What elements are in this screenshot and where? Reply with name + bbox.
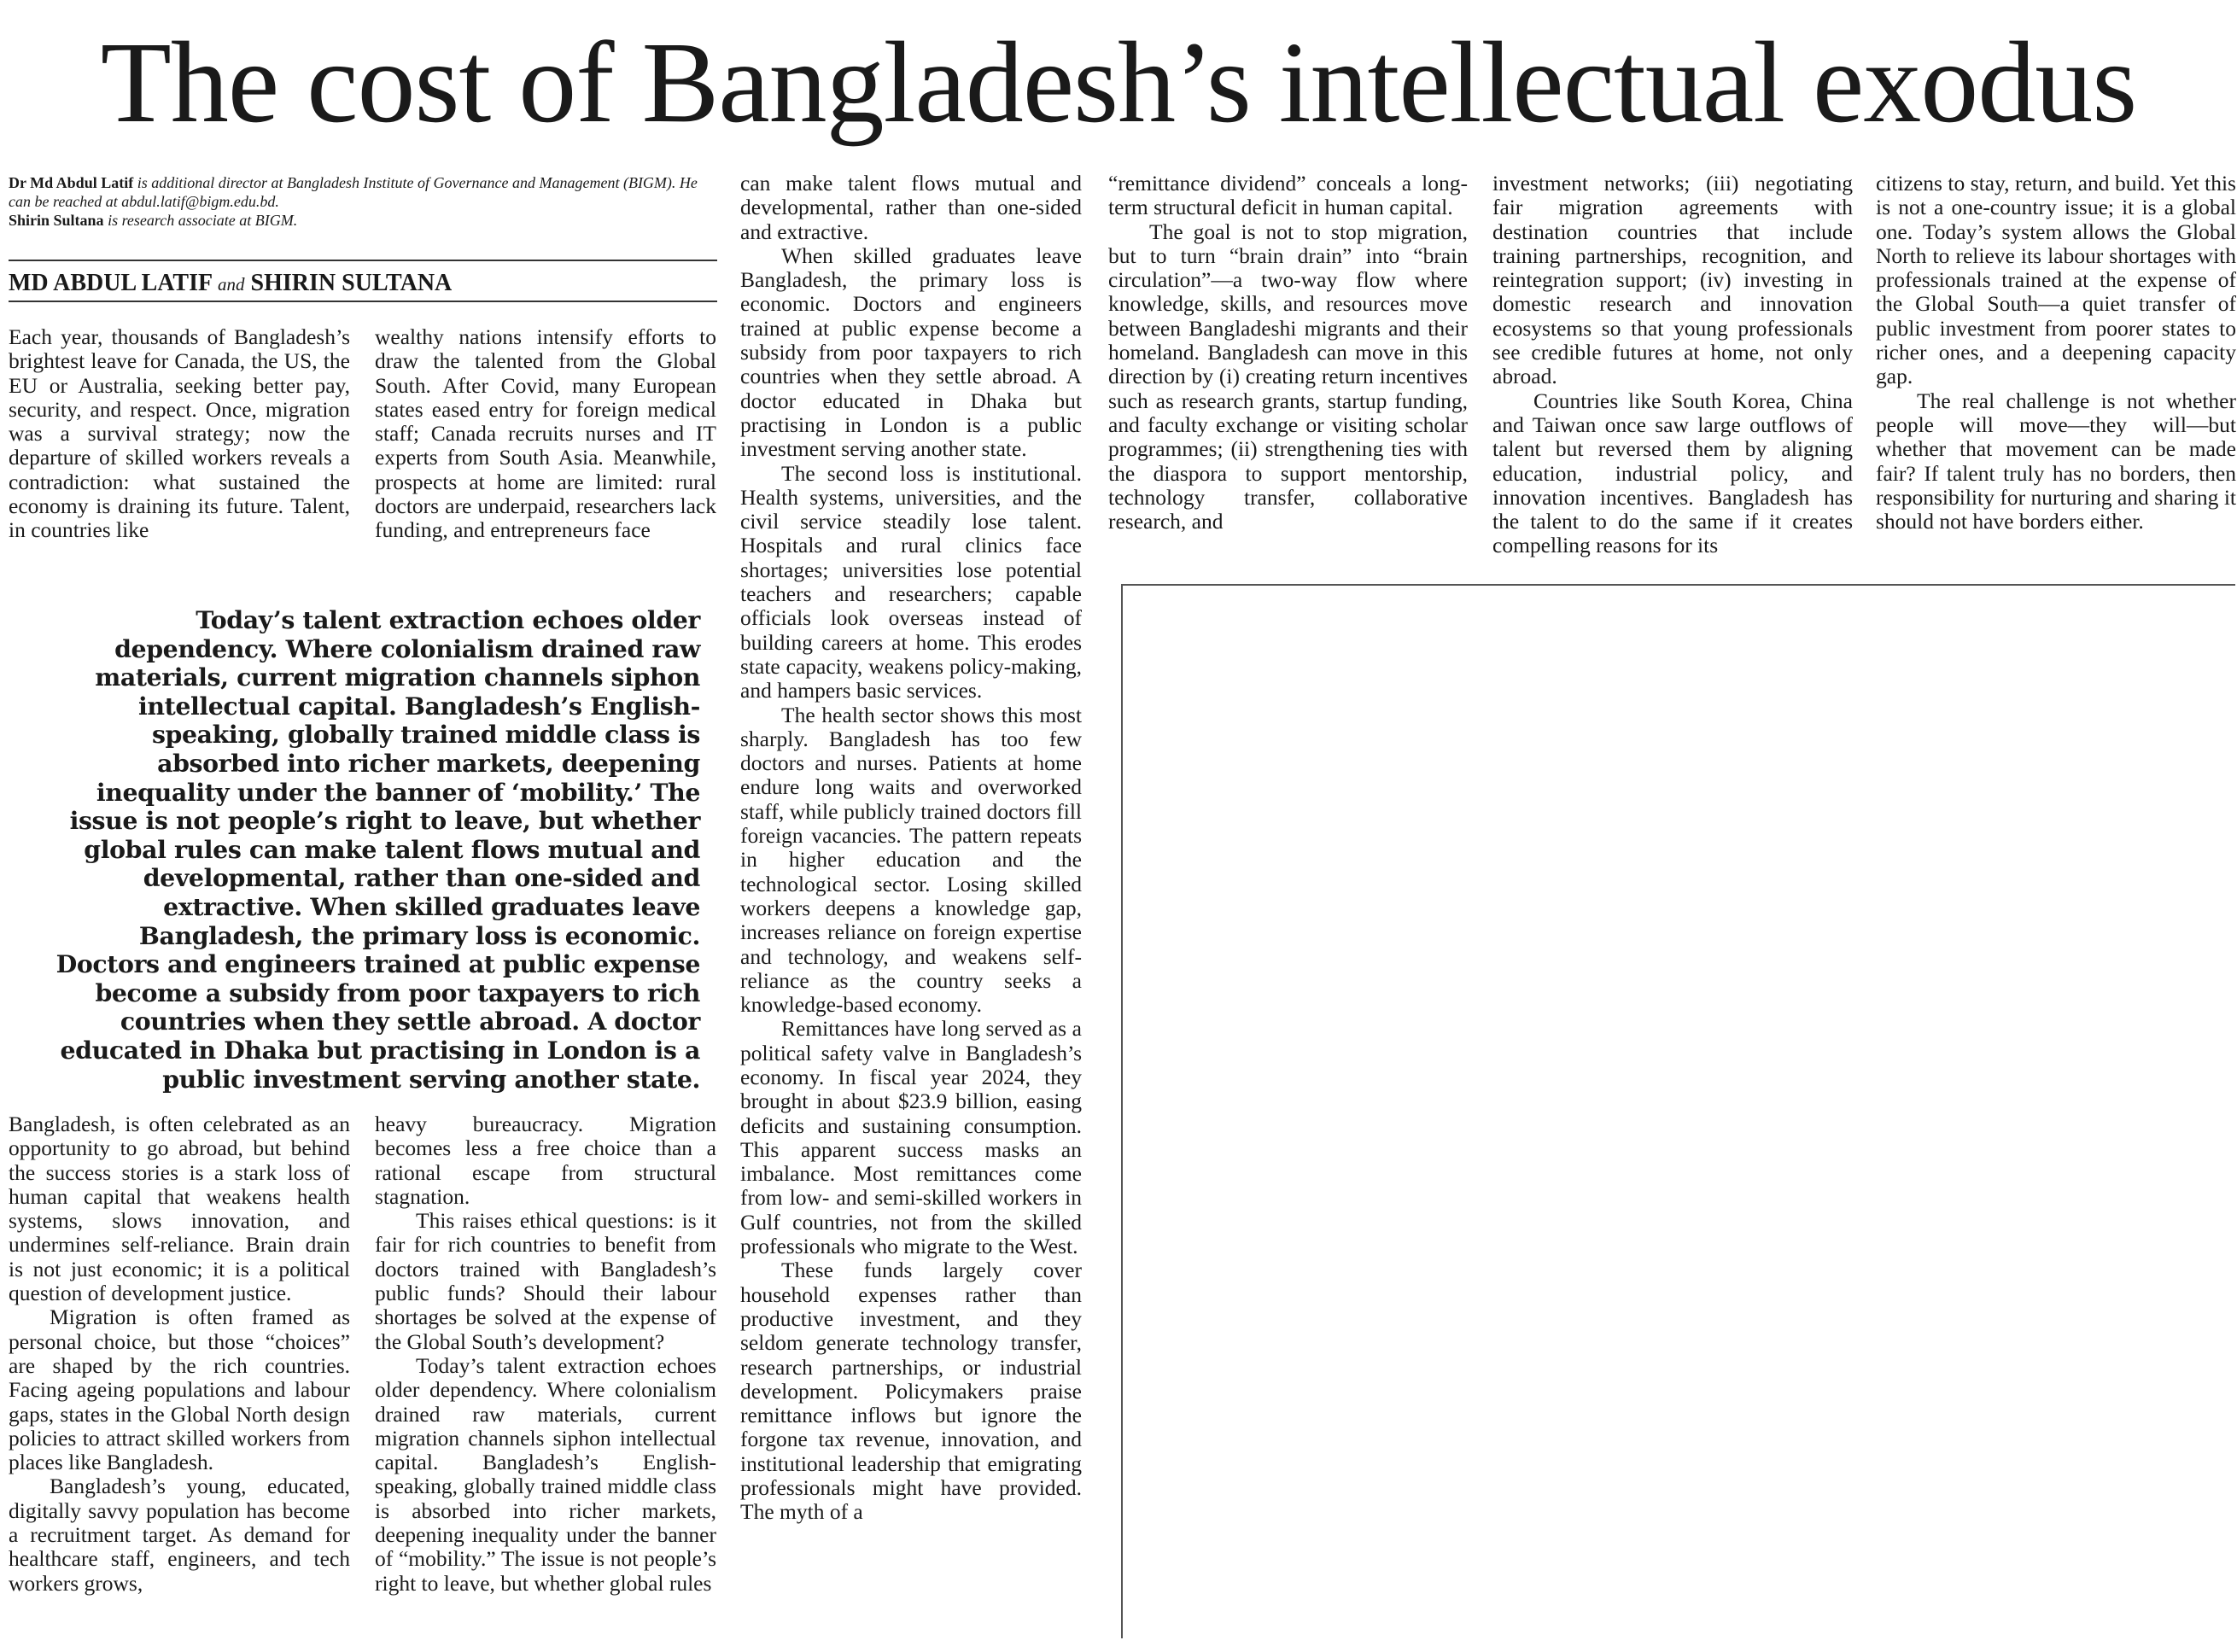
bio-author2-name: Shirin Sultana [9, 212, 104, 229]
paragraph: investment networks; (iii) negotiating fair migration agreements with destination countries that include training partnerships, recognition, and reintegration support; (iv) investing in domestic research and innovation ecosystems so that young professionals see credible futures at home, not only abroad. [1492, 171, 1853, 389]
bio-author2-text: is research associate at BIGM. [108, 212, 298, 229]
pull-quote: Today’s talent extraction echoes older dependency. Where colonialism drained raw materials, current migration channels siphon intellectual capital. Bangladesh’s English-speaking, globally trained middle class is absorbed into richer markets, deepening inequality under the banner of ‘mobility.’ The issue is not people’s right to leave, but whether global rules can make talent flows mutual and developmental, rather than one-sided and extractive. When skilled graduates leave Bangladesh, the primary loss is economic. Doctors and engineers trained at public expense become a subsidy from poor taxpayers to rich countries when they settle abroad. A doctor educated in Dhaka but practising in London is a public investment serving another state. [55, 605, 700, 1094]
paragraph: Each year, thousands of Bangladesh’s brightest leave for Canada, the US, the EU or Australia, seeking better pay, security, and respect. Once, migration was a survival strategy; now the departure of skilled workers reveals a contradiction: what sustained the economy is draining its future. Talent, in countries like [9, 324, 350, 543]
byline-author1: MD ABDUL LATIF [9, 270, 213, 296]
paragraph: wealthy nations intensify efforts to draw the talented from the Global South. After Covid, many European states eased entry for foreign medical staff; Canada recruits nurses and IT experts from South Asia. Meanwhile, prospects at home are limited: rural doctors are underpaid, researchers lack funding, and entrepreneurs face [375, 324, 716, 543]
author-bio-line-2 [9, 211, 717, 230]
paragraph: This raises ethical questions: is it fair for rich countries to benefit from doctors trained with Bangladesh’s public funds? Should their labour shortages be solved at the expense of the Global South’s development? [375, 1208, 716, 1354]
paragraph: Countries like South Korea, China and Taiwan once saw large outflows of talent but reversed them by aligning education, industrial policy, and innovation incentives. Bangladesh has the talent to do the same if it creates compelling reasons for its [1492, 388, 1853, 558]
paragraph: Remittances have long served as a political safety valve in Bangladesh’s economy. In fiscal year 2024, they brought in about $23.9 billion, easing deficits and sustaining consumption. This apparent success masks an imbalance. Most remittances come from low- and semi-skilled workers in Gulf countries, not from the skilled professionals who migrate to the West. [740, 1016, 1082, 1259]
paragraph: Bangladesh’s young, educated, digitally savvy population has become a recruitment target. As demand for healthcare staff, engineers, and tech workers grows, [9, 1474, 350, 1596]
column-2-bottom [375, 1112, 716, 1596]
paragraph: The real challenge is not whether people will move—they will—but whether that movement can be made fair? If talent truly has no borders, then responsibility for nurturing and sharing it should not have borders either. [1876, 388, 2236, 534]
byline-top-rule [9, 260, 717, 261]
paragraph: Today’s talent extraction echoes older dependency. Where colonialism drained raw materials, current migration channels siphon intellectual capital. Bangladesh’s English-speaking, globally trained middle class is absorbed into richer markets, deepening inequality under the banner of “mobility.” The issue is not people’s right to leave, but whether global rules [375, 1352, 716, 1596]
paragraph: Bangladesh, is often celebrated as an opportunity to go abroad, but behind the success stories is a stark loss of human capital that weakens health systems, slows innovation, and undermines self-reliance. Brain drain is not just economic; it is a political question of development justice. [9, 1112, 350, 1306]
column-6 [1876, 172, 2236, 534]
column-2-top [375, 325, 716, 543]
paragraph: The health sector shows this most sharply. Bangladesh has too few doctors and nurses. Patients at home endure long waits and overworked staff, while publicly trained doctors fill foreign vacancies. The pattern repeats in higher education and the technological sector. Losing skilled workers deepens a knowledge gap, increases reliance on foreign expertise and technology, and weakens self-reliance as the country seeks a knowledge-based economy. [740, 702, 1082, 1018]
bio-author1-name: Dr Md Abdul Latif [9, 174, 134, 191]
paragraph: When skilled graduates leave Bangladesh, the primary loss is economic. Doctors and engineers trained at public expense become a subsidy from poor taxpayers to rich countries when they settle abroad. A doctor educated in Dhaka but practising in London is a public investment serving another state. [740, 242, 1082, 462]
blank-ad-space [1121, 584, 2235, 1638]
author-bio-line-1 [9, 173, 717, 211]
byline-author2: SHIRIN SULTANA [250, 270, 453, 296]
bio-author1-text: is additional director at Bangladesh Institute of Governance and Management (BIGM). He can be reached at abdul.latif@bigm.edu.bd. [9, 174, 698, 210]
paragraph: The goal is not to stop migration, but to turn “brain drain” into “brain circulation”—a two-way flow where knowledge, skills, and resources move between Bangladeshi migrants and their homeland. Bangladesh can move in this direction by (i) creating return incentives such as research grants, startup funding, and faculty exchange or visiting scholar programmes; (ii) strengthening ties with the diaspora to support mentorship, technology transfer, collaborative research, and [1108, 219, 1468, 534]
column-5 [1492, 172, 1853, 558]
paragraph: “remittance dividend” conceals a long-term structural deficit in human capital. [1108, 171, 1468, 220]
paragraph: can make talent flows mutual and developmental, rather than one-sided and extractive. [740, 171, 1082, 244]
column-1-top [9, 325, 350, 543]
byline [9, 270, 717, 298]
column-3 [740, 172, 1082, 1525]
byline-conjunction: and [218, 274, 245, 295]
headline: The cost of Bangladesh’s intellectual exodus [100, 19, 2137, 147]
author-bio [9, 173, 717, 230]
paragraph: The second loss is institutional. Health systems, universities, and the civil service steadily lose talent. Hospitals and rural clinics face shortages; universities lose potential teachers and researchers; capable officials look overseas instead of building careers at home. This erodes state capacity, weakens policy-making, and hampers basic services. [740, 460, 1082, 703]
paragraph: Migration is often framed as personal choice, but those “choices” are shaped by the rich countries. Facing ageing populations and labour gaps, states in the Global North design policies to attract skilled workers from places like Bangladesh. [9, 1305, 350, 1475]
paragraph: heavy bureaucracy. Migration becomes less a free choice than a rational escape from structural stagnation. [375, 1112, 716, 1209]
paragraph: citizens to stay, return, and build. Yet this is not a one-country issue; it is a global one. Today’s system allows the Global North to relieve its labour shortages with professionals trained at the expense of the Global South—a quiet transfer of public investment from poorer states to richer ones, and a deepening capacity gap. [1876, 171, 2236, 389]
column-4 [1108, 172, 1468, 534]
paragraph: These funds largely cover household expenses rather than productive investment, and they seldom generate technology transfer, research partnerships, or industrial development. Policymakers praise remittance inflows but ignore the forgone tax revenue, innovation, and institutional leadership that emigrating professionals might have provided. The myth of a [740, 1258, 1082, 1525]
byline-bottom-rule [9, 301, 717, 302]
column-1-bottom [9, 1112, 350, 1596]
